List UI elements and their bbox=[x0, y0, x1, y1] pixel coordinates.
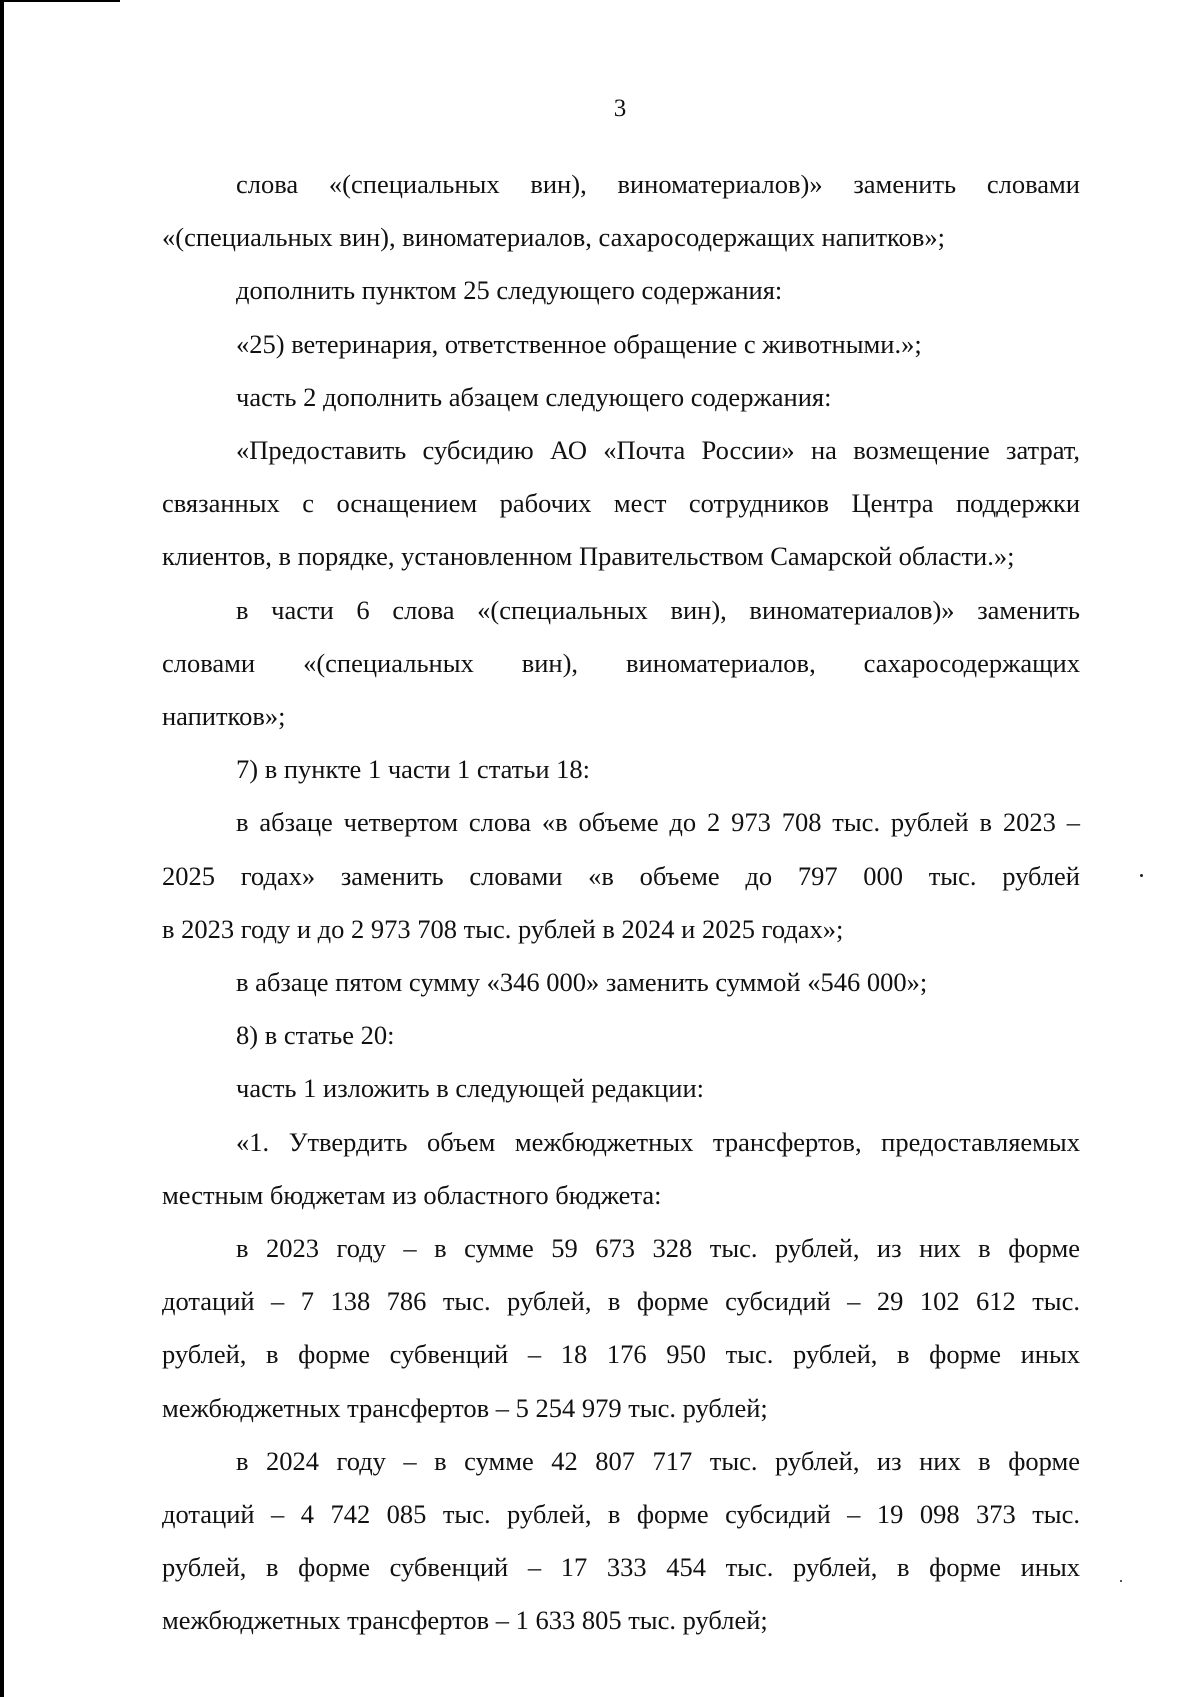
paragraph bbox=[162, 1116, 1080, 1222]
paragraph bbox=[162, 371, 1080, 424]
paragraph bbox=[162, 1222, 1080, 1435]
text-line: словами «(специальных вин), виноматериалов, сахаросодержащих bbox=[162, 647, 1080, 678]
text-line: рублей, в форме субвенций – 18 176 950 тыс. рублей, в форме иных bbox=[162, 1339, 1080, 1370]
paragraph bbox=[162, 796, 1080, 956]
text-line: связанных с оснащением рабочих мест сотрудников Центра поддержки bbox=[162, 488, 1080, 519]
text-line: «(специальных вин), виноматериалов, сахаросодержащих напитков»; bbox=[162, 222, 945, 253]
text-line: 8) в статье 20: bbox=[236, 1020, 395, 1051]
text-line: дотаций – 7 138 786 тыс. рублей, в форме субсидий – 29 102 612 тыс. bbox=[162, 1286, 1080, 1317]
text-line: дотаций – 4 742 085 тыс. рублей, в форме субсидий – 19 098 373 тыс. bbox=[162, 1499, 1080, 1530]
scan-border-left bbox=[0, 0, 4, 1697]
scan-speck bbox=[1140, 874, 1143, 877]
document-body bbox=[162, 158, 1080, 1648]
text-line: напитков»; bbox=[162, 701, 286, 732]
paragraph bbox=[162, 956, 1080, 1009]
text-line: в 2023 году и до 2 973 708 тыс. рублей в 2024 и 2025 годах»; bbox=[162, 913, 844, 944]
text-line: 7) в пункте 1 части 1 статьи 18: bbox=[236, 754, 591, 785]
text-line: клиентов, в порядке, установленном Правительством Самарской области.»; bbox=[162, 541, 1015, 572]
paragraph bbox=[162, 743, 1080, 796]
text-line: «Предоставить субсидию АО «Почта России» на возмещение затрат, bbox=[236, 435, 1080, 466]
paragraph bbox=[162, 158, 1080, 264]
text-line: межбюджетных трансфертов – 5 254 979 тыс. рублей; bbox=[162, 1392, 768, 1423]
text-line: «1. Утвердить объем межбюджетных трансфертов, предоставляемых bbox=[236, 1126, 1080, 1157]
text-line: в абзаце пятом сумму «346 000» заменить суммой «546 000»; bbox=[236, 967, 928, 998]
text-line: слова «(специальных вин), виноматериалов)» заменить словами bbox=[236, 169, 1080, 199]
text-line: в 2023 году – в сумме 59 673 328 тыс. рублей, из них в форме bbox=[236, 1233, 1080, 1264]
paragraph bbox=[162, 1009, 1080, 1062]
text-line: часть 1 изложить в следующей редакции: bbox=[236, 1073, 704, 1104]
text-line: местным бюджетам из областного бюджета: bbox=[162, 1179, 662, 1210]
text-line: в абзаце четвертом слова «в объеме до 2 973 708 тыс. рублей в 2023 – bbox=[236, 807, 1080, 838]
text-line: в 2024 году – в сумме 42 807 717 тыс. рублей, из них в форме bbox=[236, 1445, 1080, 1476]
text-line: межбюджетных трансфертов – 1 633 805 тыс. рублей; bbox=[162, 1605, 768, 1636]
text-line: «25) ветеринария, ответственное обращение с животными.»; bbox=[236, 328, 922, 359]
paragraph bbox=[162, 424, 1080, 584]
text-line: 2025 годах» заменить словами «в объеме до 797 000 тыс. рублей bbox=[162, 860, 1080, 891]
scan-border-top bbox=[0, 0, 120, 2]
text-line: дополнить пунктом 25 следующего содержания: bbox=[236, 275, 783, 306]
text-line: рублей, в форме субвенций – 17 333 454 тыс. рублей, в форме иных bbox=[162, 1552, 1080, 1583]
text-line: в части 6 слова «(специальных вин), виноматериалов)» заменить bbox=[236, 594, 1080, 625]
page-number: 3 bbox=[613, 95, 627, 122]
paragraph bbox=[162, 318, 1080, 371]
paragraph bbox=[162, 1435, 1080, 1648]
text-line: часть 2 дополнить абзацем следующего содержания: bbox=[236, 381, 832, 412]
paragraph bbox=[162, 1062, 1080, 1115]
paragraph bbox=[162, 264, 1080, 317]
paragraph bbox=[162, 584, 1080, 744]
scan-speck bbox=[1120, 1580, 1122, 1582]
